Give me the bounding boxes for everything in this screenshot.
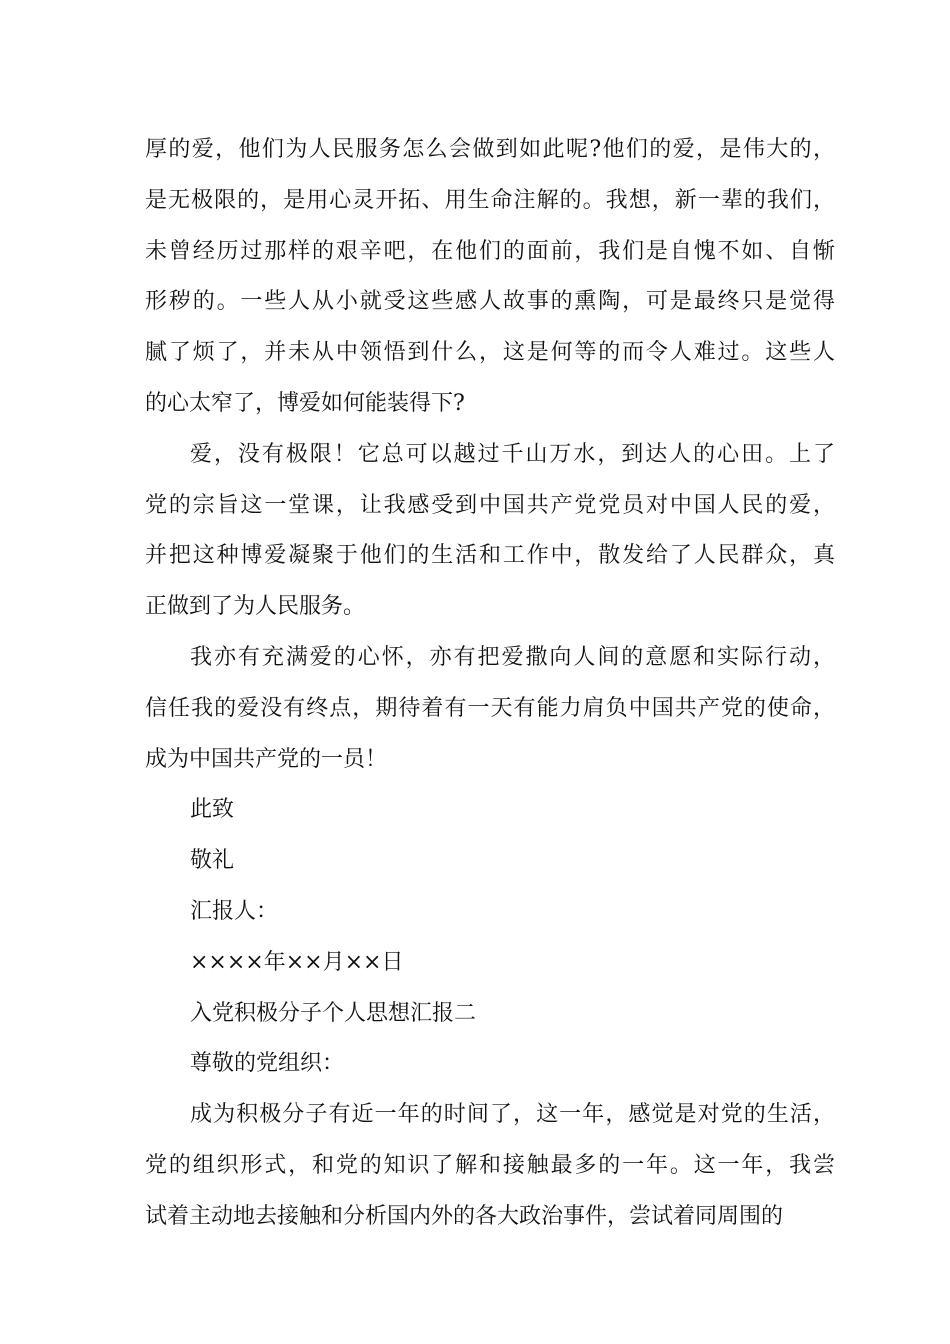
paragraph [145,633,835,785]
text-line: 并把这种博爱凝聚于他们的生活和工作中，散发给了人民群众，真 [145,543,835,569]
paragraph [145,989,835,1040]
text-line: 党的组织形式，和党的知识了解和接触最多的一年。这一年，我尝 [145,1152,835,1178]
text-line: ××××年××月××日 [190,949,404,975]
text-line: 我亦有充满爱的心怀，亦有把爱撒向人间的意愿和实际行动， [190,644,835,670]
text-line: 的心太窄了，博爱如何能装得下? [145,390,465,416]
text-line: 是无极限的，是用心灵开拓、用生命注解的。我想，新一辈的我们， [145,187,835,213]
text-line: 厚的爱，他们为人民服务怎么会做到如此呢?他们的爱，是伟大的， [145,137,835,162]
text-line: 成为积极分子有近一年的时间了，这一年，感觉是对党的生活， [190,1102,835,1128]
text-line: 敬礼 [190,848,235,874]
text-line: 尊敬的党组织： [190,1051,345,1077]
text-line: 入党积极分子个人思想汇报二 [190,1000,477,1026]
paragraph [145,887,835,938]
paragraph [145,125,835,430]
text-line: 形秽的。一些人从小就受这些感人故事的熏陶，可是最终只是觉得 [145,289,835,315]
paragraph [145,1090,835,1242]
document-body [145,125,835,1243]
text-line: 未曾经历过那样的艰辛吧，在他们的面前，我们是自愧不如、自惭 [145,238,835,264]
text-line: 党的宗旨这一堂课，让我感受到中国共产党党员对中国人民的爱， [145,492,835,518]
text-line: 爱，没有极限！它总可以越过千山万水，到达人的心田。上了 [190,441,835,467]
paragraph [145,785,835,836]
text-line: 正做到了为人民服务。 [145,594,366,620]
text-line: 腻了烦了，并未从中领悟到什么，这是何等的而令人难过。这些人 [145,340,835,366]
text-line: 成为中国共产党的一员！ [145,746,388,772]
paragraph [145,836,835,887]
text-line: 汇报人： [190,898,279,924]
text-line: 信任我的爱没有终点，期待着有一天有能力肩负中国共产党的使命， [145,695,835,721]
paragraph [145,430,835,633]
text-line: 此致 [190,797,235,823]
paragraph [145,938,835,989]
paragraph [145,1039,835,1090]
text-line: 试着主动地去接触和分析国内外的各大政治事件，尝试着同周围的 [145,1203,784,1229]
